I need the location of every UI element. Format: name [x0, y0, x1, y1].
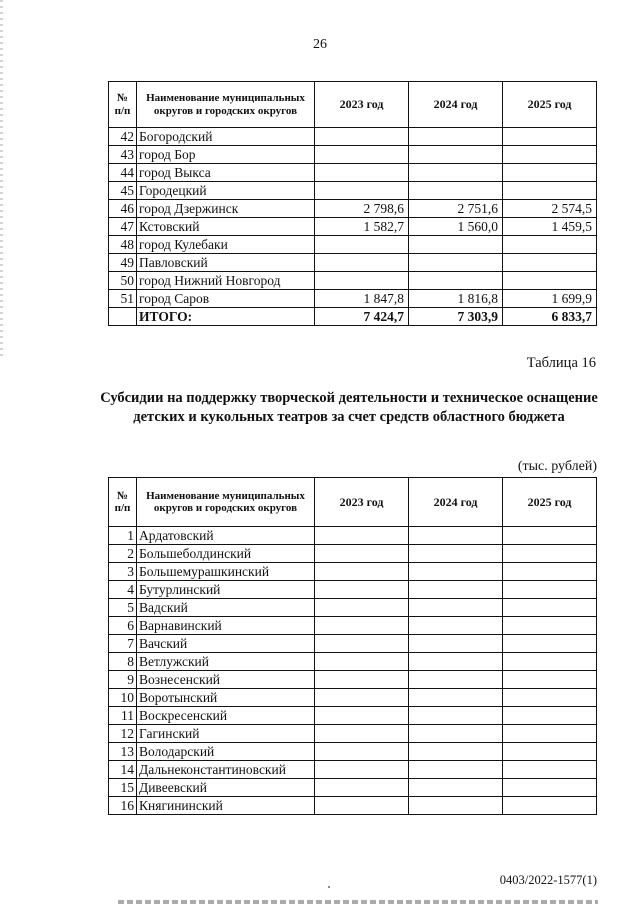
table-row: [109, 671, 597, 689]
row-number: 45: [109, 182, 137, 200]
table-row: [109, 527, 597, 545]
value-2023: [315, 563, 409, 581]
row-number: 8: [109, 653, 137, 671]
row-number: 7: [109, 635, 137, 653]
value-2023: [315, 182, 409, 200]
row-number: 14: [109, 761, 137, 779]
district-name: Дальнеконстантиновский: [137, 761, 315, 779]
row-number: 42: [109, 128, 137, 146]
value-2025: [503, 671, 597, 689]
theatre-subsidies-table: [108, 477, 597, 815]
district-name: Ардатовский: [137, 527, 315, 545]
district-name: Вачский: [137, 635, 315, 653]
value-2025: [503, 563, 597, 581]
district-name: Вадский: [137, 599, 315, 617]
district-name: Бутурлинский: [137, 581, 315, 599]
total-row: [109, 308, 597, 326]
col-header-2025: 2025 год: [503, 82, 597, 128]
value-2025: [503, 527, 597, 545]
value-2025: [503, 725, 597, 743]
table-row: [109, 581, 597, 599]
district-name: Володарский: [137, 743, 315, 761]
value-2023: [315, 236, 409, 254]
value-2025: [503, 272, 597, 290]
value-2023: [315, 272, 409, 290]
value-2023: 1 847,8: [315, 290, 409, 308]
row-number: 4: [109, 581, 137, 599]
value-2024: [409, 164, 503, 182]
table-row: [109, 218, 597, 236]
value-2024: [409, 146, 503, 164]
table-body: [109, 128, 597, 326]
value-2024: [409, 689, 503, 707]
value-2023: [315, 599, 409, 617]
value-2023: [315, 707, 409, 725]
table-row: [109, 182, 597, 200]
value-2024: [409, 671, 503, 689]
total-number-cell: [109, 308, 137, 326]
table-title: Субсидии на поддержку творческой деятельности и техническое оснащение детских и кукольных театров за счет средств областного бюджета: [100, 390, 598, 425]
value-2025: [503, 254, 597, 272]
value-2024: [409, 527, 503, 545]
value-2023: [315, 635, 409, 653]
value-2024: [409, 182, 503, 200]
value-2024: [409, 797, 503, 815]
table-row: [109, 164, 597, 182]
value-2024: [409, 779, 503, 797]
total-2024: 7 303,9: [409, 308, 503, 326]
scan-bottom-artifact: [118, 900, 598, 904]
table-row: [109, 797, 597, 815]
table-header-row: [109, 82, 597, 128]
col-header-number: № п/п: [109, 82, 137, 128]
row-number: 5: [109, 599, 137, 617]
row-number: 2: [109, 545, 137, 563]
document-code: 0403/2022-1577(1): [499, 873, 597, 887]
district-name: Большемурашкинский: [137, 563, 315, 581]
row-number: 9: [109, 671, 137, 689]
total-2023: 7 424,7: [315, 308, 409, 326]
value-2024: [409, 581, 503, 599]
table-row: [109, 707, 597, 725]
total-2025: 6 833,7: [503, 308, 597, 326]
district-name: город Бор: [137, 146, 315, 164]
row-number: 50: [109, 272, 137, 290]
value-2025: [503, 581, 597, 599]
value-2023: [315, 128, 409, 146]
table-row: [109, 743, 597, 761]
value-2023: [315, 671, 409, 689]
value-2025: [503, 182, 597, 200]
scan-speck: [328, 886, 330, 888]
district-name: город Дзержинск: [137, 200, 315, 218]
value-2025: [503, 128, 597, 146]
table-row: [109, 761, 597, 779]
value-2025: [503, 146, 597, 164]
row-number: 13: [109, 743, 137, 761]
row-number: 15: [109, 779, 137, 797]
value-2024: [409, 563, 503, 581]
value-2025: 1 699,9: [503, 290, 597, 308]
table-row: [109, 635, 597, 653]
value-2024: 2 751,6: [409, 200, 503, 218]
table-row: [109, 146, 597, 164]
value-2025: [503, 545, 597, 563]
value-2024: [409, 599, 503, 617]
district-name: Гагинский: [137, 725, 315, 743]
scan-edge-artifact: [0, 0, 3, 360]
table-row: [109, 653, 597, 671]
value-2024: [409, 545, 503, 563]
district-name: Кстовский: [137, 218, 315, 236]
value-2024: [409, 236, 503, 254]
table-caption: Таблица 16: [526, 355, 596, 371]
col-header-2024: 2024 год: [409, 478, 503, 527]
value-2024: [409, 707, 503, 725]
district-name: город Саров: [137, 290, 315, 308]
value-2023: [315, 146, 409, 164]
table-row: [109, 254, 597, 272]
value-2023: [315, 527, 409, 545]
units-label: (тыс. рублей): [517, 459, 597, 474]
value-2025: [503, 164, 597, 182]
district-name: Варнавинский: [137, 617, 315, 635]
col-header-number: № п/п: [109, 478, 137, 527]
table-row: [109, 689, 597, 707]
value-2024: [409, 272, 503, 290]
row-number: 44: [109, 164, 137, 182]
row-number: 11: [109, 707, 137, 725]
district-name: Большеболдинский: [137, 545, 315, 563]
table-row: [109, 563, 597, 581]
row-number: 49: [109, 254, 137, 272]
district-name: Вознесенский: [137, 671, 315, 689]
col-header-name: Наименование муниципальных округов и городских округов: [137, 478, 315, 527]
district-name: Княгининский: [137, 797, 315, 815]
table-row: [109, 290, 597, 308]
budget-table-continued: [108, 81, 597, 326]
value-2023: [315, 581, 409, 599]
value-2025: 2 574,5: [503, 200, 597, 218]
value-2023: [315, 617, 409, 635]
value-2023: [315, 545, 409, 563]
value-2024: [409, 743, 503, 761]
row-number: 43: [109, 146, 137, 164]
value-2023: [315, 725, 409, 743]
table-row: [109, 599, 597, 617]
table-row: [109, 128, 597, 146]
col-header-name: Наименование муниципальных округов и городских округов: [137, 82, 315, 128]
row-number: 51: [109, 290, 137, 308]
value-2025: [503, 761, 597, 779]
col-header-2025: 2025 год: [503, 478, 597, 527]
value-2023: [315, 743, 409, 761]
table-row: [109, 236, 597, 254]
value-2025: [503, 779, 597, 797]
district-name: Воскресенский: [137, 707, 315, 725]
value-2023: [315, 797, 409, 815]
district-name: город Нижний Новгород: [137, 272, 315, 290]
row-number: 10: [109, 689, 137, 707]
value-2023: [315, 689, 409, 707]
table-row: [109, 272, 597, 290]
value-2025: [503, 236, 597, 254]
value-2025: [503, 599, 597, 617]
value-2024: [409, 617, 503, 635]
value-2023: [315, 653, 409, 671]
value-2025: [503, 617, 597, 635]
value-2024: 1 560,0: [409, 218, 503, 236]
value-2025: [503, 689, 597, 707]
table-row: [109, 200, 597, 218]
row-number: 6: [109, 617, 137, 635]
row-number: 46: [109, 200, 137, 218]
value-2025: [503, 707, 597, 725]
value-2024: [409, 725, 503, 743]
district-name: Богородский: [137, 128, 315, 146]
district-name: Павловский: [137, 254, 315, 272]
value-2025: [503, 743, 597, 761]
district-name: Ветлужский: [137, 653, 315, 671]
col-header-2024: 2024 год: [409, 82, 503, 128]
col-header-2023: 2023 год: [315, 478, 409, 527]
value-2025: 1 459,5: [503, 218, 597, 236]
value-2023: [315, 164, 409, 182]
district-name: город Выкса: [137, 164, 315, 182]
total-label: ИТОГО:: [137, 308, 315, 326]
table-row: [109, 545, 597, 563]
row-number: 16: [109, 797, 137, 815]
table-row: [109, 725, 597, 743]
value-2024: [409, 254, 503, 272]
value-2023: 1 582,7: [315, 218, 409, 236]
row-number: 48: [109, 236, 137, 254]
value-2025: [503, 653, 597, 671]
row-number: 3: [109, 563, 137, 581]
row-number: 1: [109, 527, 137, 545]
value-2023: [315, 761, 409, 779]
table-header-row: [109, 478, 597, 527]
value-2023: 2 798,6: [315, 200, 409, 218]
value-2025: [503, 635, 597, 653]
table-row: [109, 779, 597, 797]
value-2024: [409, 761, 503, 779]
value-2024: 1 816,8: [409, 290, 503, 308]
district-name: Воротынский: [137, 689, 315, 707]
district-name: Дивеевский: [137, 779, 315, 797]
district-name: город Кулебаки: [137, 236, 315, 254]
value-2023: [315, 254, 409, 272]
row-number: 12: [109, 725, 137, 743]
district-name: Городецкий: [137, 182, 315, 200]
value-2024: [409, 128, 503, 146]
value-2023: [315, 779, 409, 797]
table-row: [109, 617, 597, 635]
row-number: 47: [109, 218, 137, 236]
page-number: 26: [313, 37, 327, 52]
value-2024: [409, 635, 503, 653]
table-body: [109, 527, 597, 815]
col-header-2023: 2023 год: [315, 82, 409, 128]
value-2024: [409, 653, 503, 671]
value-2025: [503, 797, 597, 815]
